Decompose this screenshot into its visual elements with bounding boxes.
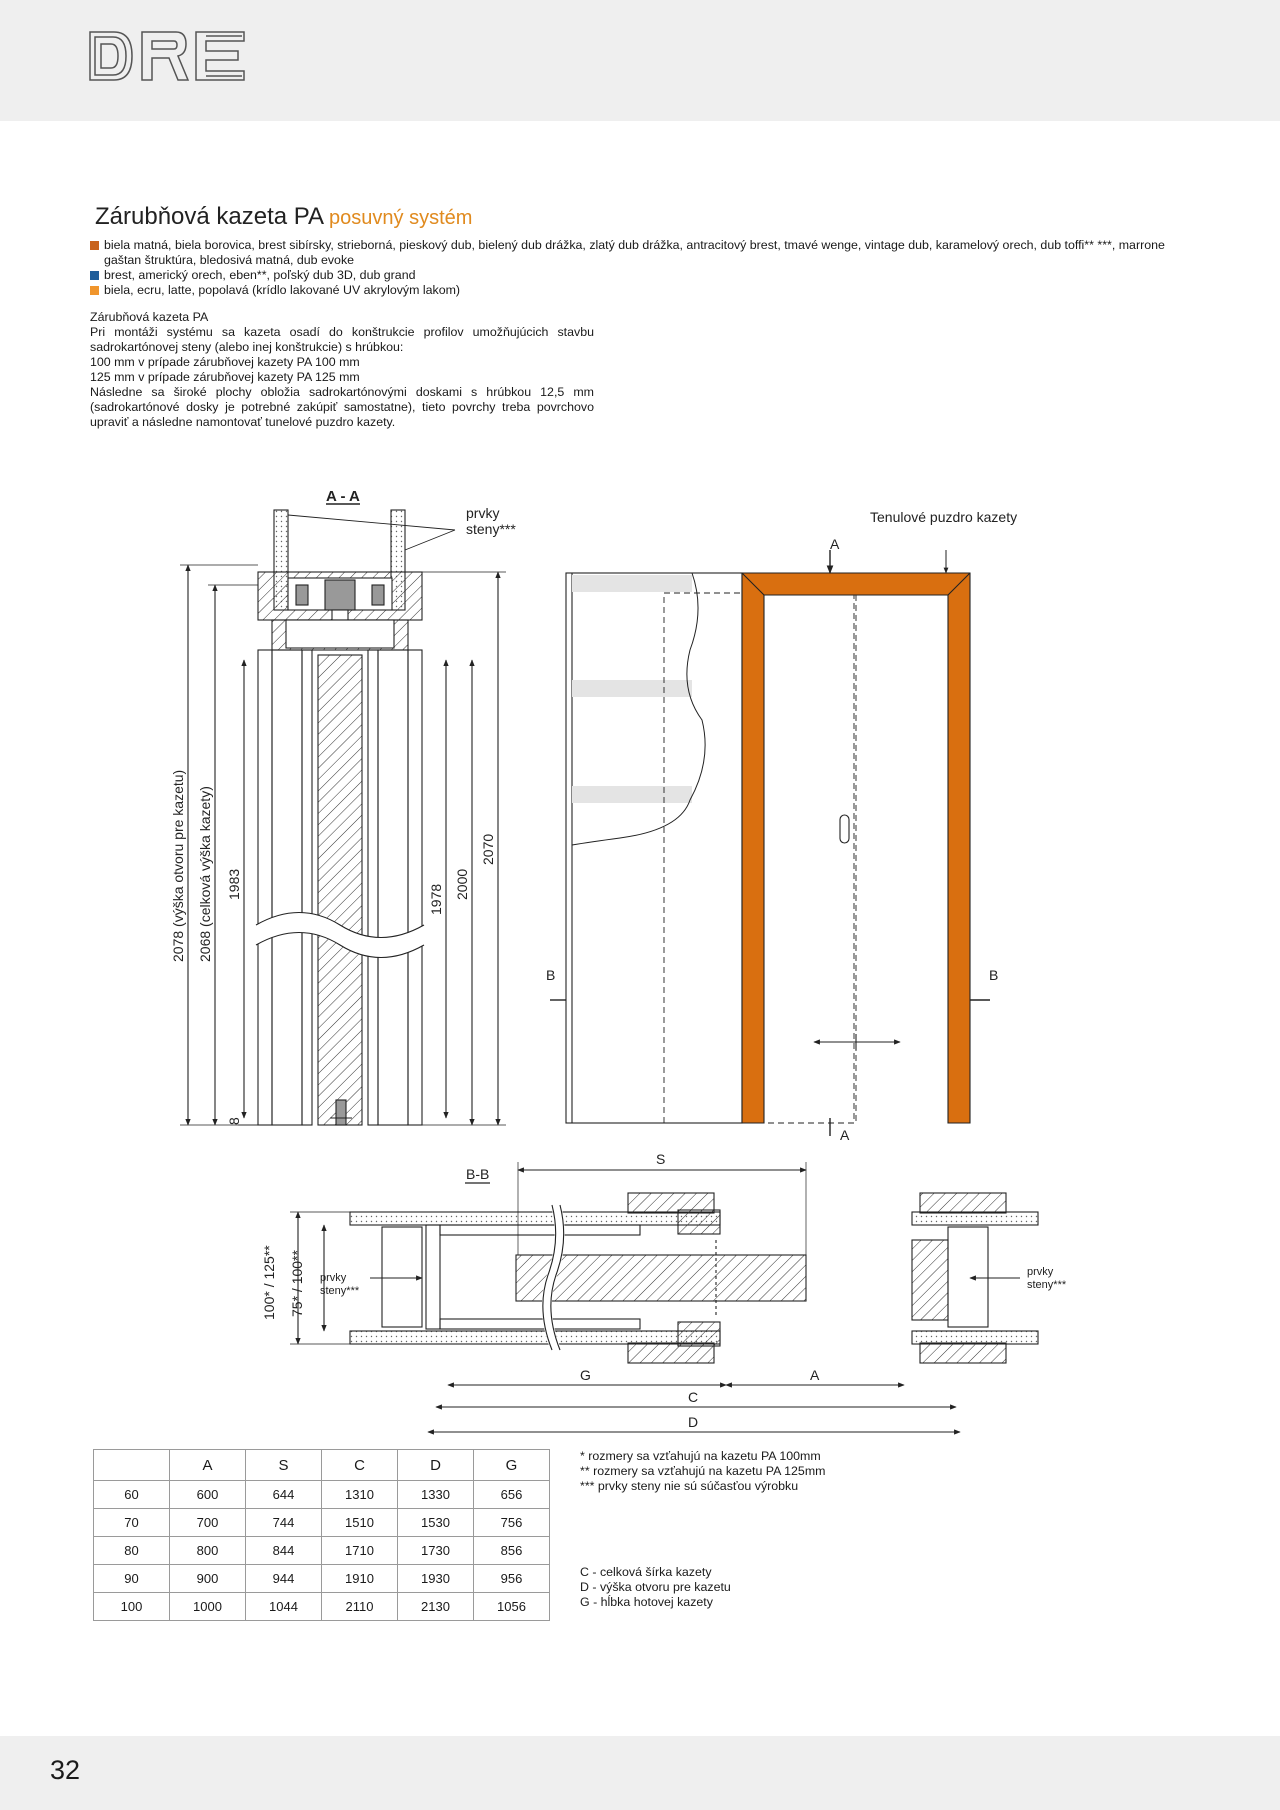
table-cell: 856 <box>474 1537 550 1565</box>
table-cell: 1910 <box>322 1565 398 1593</box>
steny-label-left: steny*** <box>320 1285 360 1297</box>
table-cell: 844 <box>246 1537 322 1565</box>
table-header-row <box>94 1450 550 1481</box>
dimensions-table <box>93 1449 550 1621</box>
label-d: D <box>688 1414 699 1430</box>
table-header-cell <box>94 1450 170 1481</box>
dim-2078: 2078 (výška otvoru pre kazetu) <box>170 769 186 962</box>
table-cell: 60 <box>94 1481 170 1509</box>
table-row <box>94 1481 550 1509</box>
footnote: * rozmery sa vzťahujú na kazetu PA 100mm <box>580 1449 821 1463</box>
table-cell: 956 <box>474 1565 550 1593</box>
front-view-labels <box>546 509 1017 1143</box>
table-cell: 1510 <box>322 1509 398 1537</box>
table-row <box>94 1509 550 1537</box>
section-bb-drawing <box>290 1162 1038 1432</box>
table-cell: 700 <box>170 1509 246 1537</box>
label-b-left: B <box>546 967 556 983</box>
table-cell: 90 <box>94 1565 170 1593</box>
table-cell: 600 <box>170 1481 246 1509</box>
footnote: *** prvky steny nie sú súčasťou výrobku <box>580 1479 799 1493</box>
label-b-right: B <box>989 967 999 983</box>
legend-item: G - hĺbka hotovej kazety <box>580 1595 713 1609</box>
dim-100-125: 100* / 125** <box>261 1245 277 1320</box>
table-cell: 756 <box>474 1509 550 1537</box>
table-cell: 1930 <box>398 1565 474 1593</box>
table-cell: 1730 <box>398 1537 474 1565</box>
dim-2070: 2070 <box>480 833 496 865</box>
table-cell: 656 <box>474 1481 550 1509</box>
table-header-cell: D <box>398 1450 474 1481</box>
table-header-cell: A <box>170 1450 246 1481</box>
front-view-drawing <box>550 550 990 1136</box>
table-cell: 644 <box>246 1481 322 1509</box>
table-cell: 744 <box>246 1509 322 1537</box>
label-s: S <box>656 1151 666 1167</box>
section-aa-drawing <box>180 488 506 1125</box>
label-g: G <box>580 1367 591 1383</box>
dimension-legend <box>580 1565 731 1610</box>
table-cell: 80 <box>94 1537 170 1565</box>
table-header-cell: C <box>322 1450 398 1481</box>
page-subtitle: posuvný systém <box>329 207 473 229</box>
footnote: ** rozmery sa vzťahujú na kazetu PA 125mm <box>580 1464 826 1478</box>
table-cell: 1000 <box>170 1593 246 1621</box>
footnotes <box>580 1449 825 1494</box>
table-cell: 70 <box>94 1509 170 1537</box>
label-a-bottom: A <box>840 1127 850 1143</box>
description-line: 100 mm v prípade zárubňovej kazety PA 100 mm <box>90 355 360 369</box>
finish-item: biela, ecru, latte, popolavá (krídlo lakované UV akrylovým lakom) <box>90 283 1190 298</box>
table-cell: 1530 <box>398 1509 474 1537</box>
label-c: C <box>688 1389 699 1405</box>
dim-1983: 1983 <box>226 868 242 900</box>
steny-label-right: steny*** <box>1027 1279 1067 1291</box>
finish-item: biela matná, biela borovica, brest sibírsky, strieborná, pieskový dub, bielený dub drážka, zlatý dub drážka, antracitový brest, tmavé wenge, vintage dub, karamelový orech, dub toffi** ***, marrone gaštan štruktúra, bledosivá matná, dub evoke <box>90 238 1190 268</box>
page-title: Zárubňová kazeta PA posuvný systém <box>95 203 473 230</box>
description-line: Zárubňová kazeta PA <box>90 310 209 324</box>
table-cell: 944 <box>246 1565 322 1593</box>
legend-item: D - výška otvoru pre kazetu <box>580 1580 731 1594</box>
prvky-label-left: prvky <box>320 1272 347 1284</box>
page-number: 32 <box>50 1755 81 1785</box>
table-cell: 1710 <box>322 1537 398 1565</box>
section-bb-label: B-B <box>466 1166 490 1182</box>
table-row <box>94 1537 550 1565</box>
table-cell: 100 <box>94 1593 170 1621</box>
dim-2068: 2068 (celková výška kazety) <box>197 786 213 962</box>
table-cell: 2130 <box>398 1593 474 1621</box>
table-cell: 2110 <box>322 1593 398 1621</box>
table-row <box>94 1565 550 1593</box>
table-cell: 1330 <box>398 1481 474 1509</box>
description-line: Pri montáži systému sa kazeta osadí do konštrukcie profilov umožňujúcich stavbu sadrokartónovej steny (alebo inej konštrukcie) s hrúbkou: <box>90 325 594 354</box>
description-line: 125 mm v prípade zárubňovej kazety PA 125 mm <box>90 370 360 384</box>
dim-8: 8 <box>226 1117 242 1125</box>
dim-2000: 2000 <box>454 868 470 900</box>
finish-item: brest, americký orech, eben**, poľský dub 3D, dub grand <box>90 268 1190 283</box>
table-row <box>94 1593 550 1621</box>
table-cell: 900 <box>170 1565 246 1593</box>
table-cell: 1044 <box>246 1593 322 1621</box>
table-cell: 1056 <box>474 1593 550 1621</box>
steny-label-top: steny*** <box>466 521 516 537</box>
table-header-cell: S <box>246 1450 322 1481</box>
prvky-label-top: prvky <box>466 505 500 521</box>
table-cell: 800 <box>170 1537 246 1565</box>
legend-item: C - celková šírka kazety <box>580 1565 712 1579</box>
prvky-label-right: prvky <box>1027 1266 1054 1278</box>
description-line: Následne sa široké plochy obložia sadrokartónovými doskami s hrúbkou 12,5 mm (sadrokartónové dosky je potrebné zakúpiť samostatne), tieto povrchy treba povrchovo upraviť a následne namontovať tunelové puzdro kazety. <box>90 385 594 429</box>
tunel-label: Tenulové puzdro kazety <box>870 509 1018 525</box>
label-a-top: A <box>830 536 840 552</box>
label-a-bb: A <box>810 1367 820 1383</box>
table-cell: 1310 <box>322 1481 398 1509</box>
dim-75-100: 75* / 100** <box>289 1250 305 1317</box>
dim-1978: 1978 <box>428 883 444 915</box>
table-header-cell: G <box>474 1450 550 1481</box>
section-aa-label: A - A <box>326 488 360 505</box>
